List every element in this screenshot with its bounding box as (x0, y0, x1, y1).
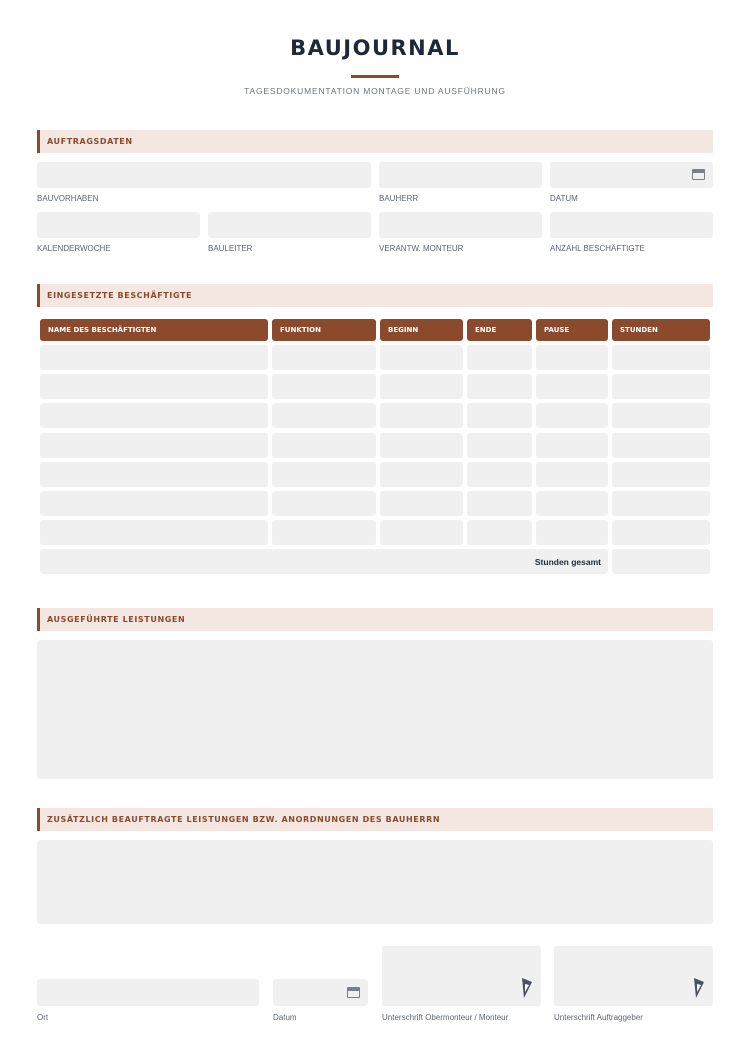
cell-ende[interactable] (467, 403, 532, 428)
cell-stunden[interactable] (612, 433, 710, 458)
cell-pause[interactable] (536, 462, 608, 487)
cell-pause[interactable] (536, 491, 608, 516)
cell-stunden[interactable] (612, 491, 710, 516)
kalenderwoche-label: KALENDERWOCHE (37, 244, 111, 253)
section-header-auftragsdaten (37, 130, 713, 153)
cell-name[interactable] (40, 462, 268, 487)
cell-pause[interactable] (536, 433, 608, 458)
cell-funktion[interactable] (272, 374, 376, 399)
ort-label: Ort (37, 1013, 49, 1022)
cell-ende[interactable] (467, 520, 532, 545)
cell-ende[interactable] (467, 462, 532, 487)
cell-funktion[interactable] (272, 345, 376, 370)
anzahl-field[interactable] (550, 212, 713, 238)
column-header-name: NAME DES BESCHÄFTIGTEN (40, 319, 268, 341)
total-hours-label: Stunden gesamt (534, 557, 601, 567)
cell-stunden[interactable] (612, 403, 710, 428)
cell-beginn[interactable] (380, 374, 463, 399)
section-header-beschaeftigte (37, 284, 713, 307)
cell-stunden[interactable] (612, 345, 710, 370)
signature-obermonteur-field[interactable] (382, 946, 541, 1006)
cell-ende[interactable] (467, 345, 532, 370)
monteur-field[interactable] (379, 212, 542, 238)
cell-ende[interactable] (467, 374, 532, 399)
monteur-label: VERANTW. MONTEUR (379, 244, 464, 253)
column-header-pause: PAUSE (536, 319, 608, 341)
datum-label: DATUM (550, 194, 578, 203)
bauleiter-label: BAULEITER (208, 244, 253, 253)
cell-funktion[interactable] (272, 462, 376, 487)
cell-name[interactable] (40, 345, 268, 370)
datum-field[interactable] (550, 162, 713, 188)
cell-pause[interactable] (536, 520, 608, 545)
bauleiter-field[interactable] (208, 212, 371, 238)
section-title: AUFTRAGSDATEN (47, 137, 133, 146)
cell-stunden[interactable] (612, 374, 710, 399)
document-title: BAUJOURNAL (290, 36, 460, 60)
signature-obermonteur-label: Unterschrift Obermonteur / Monteur (382, 1013, 509, 1022)
leistungen-textarea[interactable] (37, 640, 713, 779)
cell-name[interactable] (40, 374, 268, 399)
cell-name[interactable] (40, 491, 268, 516)
cell-pause[interactable] (536, 403, 608, 428)
document-subtitle: TAGESDOKUMENTATION MONTAGE UND AUSFÜHRUNG (244, 86, 506, 96)
cell-funktion[interactable] (272, 403, 376, 428)
bauvorhaben-label: BAUVORHABEN (37, 194, 99, 203)
footer-datum-field[interactable] (273, 979, 368, 1006)
pen-icon (520, 976, 534, 1000)
section-header-leistungen (37, 608, 713, 631)
cell-beginn[interactable] (380, 433, 463, 458)
total-hours-field[interactable] (612, 549, 710, 574)
bauherr-field[interactable] (379, 162, 542, 188)
section-header-zusaetzlich (37, 808, 713, 831)
cell-beginn[interactable] (380, 462, 463, 487)
signature-auftraggeber-label: Unterschrift Auftraggeber (554, 1013, 643, 1022)
section-title: EINGESETZTE BESCHÄFTIGTE (47, 291, 193, 300)
anzahl-label: ANZAHL BESCHÄFTIGTE (550, 244, 645, 253)
column-header-ende: ENDE (467, 319, 532, 341)
cell-ende[interactable] (467, 433, 532, 458)
cell-funktion[interactable] (272, 491, 376, 516)
signature-auftraggeber-field[interactable] (554, 946, 713, 1006)
cell-stunden[interactable] (612, 462, 710, 487)
column-header-funktion: FUNKTION (272, 319, 376, 341)
cell-beginn[interactable] (380, 403, 463, 428)
cell-name[interactable] (40, 520, 268, 545)
cell-beginn[interactable] (380, 520, 463, 545)
bauherr-label: BAUHERR (379, 194, 419, 203)
zusaetzlich-textarea[interactable] (37, 840, 713, 924)
section-title: AUSGEFÜHRTE LEISTUNGEN (47, 615, 186, 624)
footer-datum-label: Datum (273, 1013, 297, 1022)
cell-name[interactable] (40, 433, 268, 458)
cell-ende[interactable] (467, 491, 532, 516)
cell-pause[interactable] (536, 374, 608, 399)
total-label-cell (40, 549, 608, 574)
calendar-icon[interactable] (692, 169, 705, 180)
cell-funktion[interactable] (272, 520, 376, 545)
calendar-icon[interactable] (347, 987, 360, 998)
bauvorhaben-field[interactable] (37, 162, 371, 188)
kalenderwoche-field[interactable] (37, 212, 200, 238)
column-header-stunden: STUNDEN (612, 319, 710, 341)
section-title: ZUSÄTZLICH BEAUFTRAGTE LEISTUNGEN BZW. ANORDNUNGEN DES BAUHERRN (47, 815, 441, 824)
cell-stunden[interactable] (612, 520, 710, 545)
cell-pause[interactable] (536, 345, 608, 370)
cell-funktion[interactable] (272, 433, 376, 458)
cell-beginn[interactable] (380, 491, 463, 516)
ort-field[interactable] (37, 979, 259, 1006)
cell-beginn[interactable] (380, 345, 463, 370)
column-header-beginn: BEGINN (380, 319, 463, 341)
pen-icon (692, 976, 706, 1000)
cell-name[interactable] (40, 403, 268, 428)
title-rule (351, 75, 399, 78)
